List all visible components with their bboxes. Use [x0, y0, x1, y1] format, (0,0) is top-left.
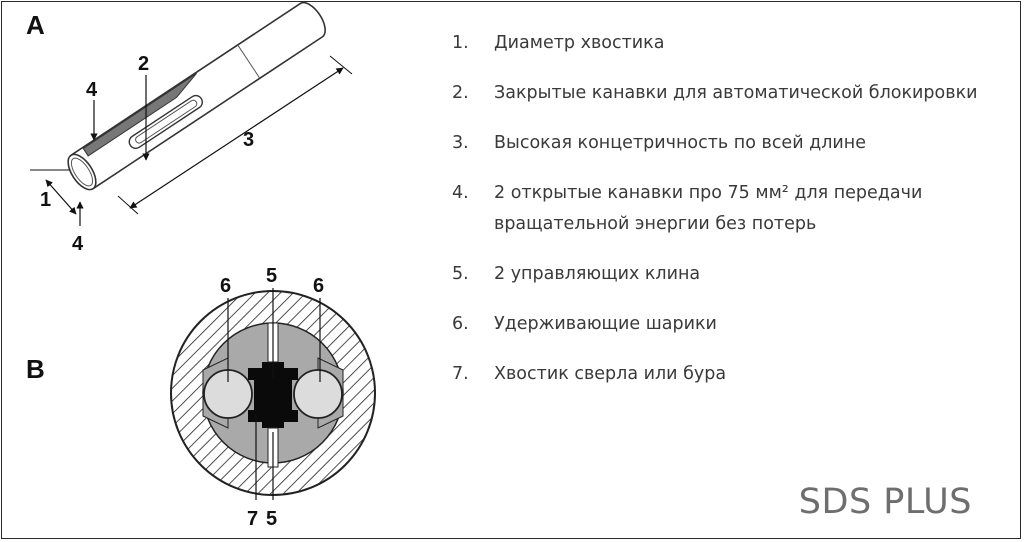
legend-item: [452, 178, 1012, 240]
callout-5-top: 5: [266, 265, 278, 287]
panel-a: [26, 0, 352, 255]
legend-list: [452, 28, 1012, 390]
brand-label: SDS PLUS: [798, 482, 972, 522]
legend-text: 2 управляющих клина: [494, 264, 701, 284]
legend-number: 4.: [452, 183, 469, 203]
legend-number: 6.: [452, 314, 469, 334]
ball-right: [294, 370, 342, 418]
legend-item: [452, 359, 1012, 390]
legend-number: 2.: [452, 83, 469, 103]
panel-b-label: B: [26, 354, 45, 384]
callout-5-bottom: 5: [266, 508, 278, 530]
legend-text: Высокая концетричность по всей длине: [494, 133, 867, 153]
legend-number: 5.: [452, 264, 469, 284]
legend-text: 2 открытые канавки про 75 мм² для передачи вращательной энергии без потерь: [494, 183, 923, 234]
legend-text: Диаметр хвостика: [494, 33, 665, 53]
legend-item: [452, 309, 1012, 340]
callout-3: 3: [243, 129, 255, 151]
callout-7: 7: [247, 508, 259, 530]
callout-2: 2: [138, 53, 150, 75]
callout-6-right: 6: [313, 275, 325, 297]
legend-item: [452, 28, 1012, 59]
callout-6-left: 6: [220, 275, 232, 297]
callout-1: 1: [40, 189, 52, 211]
legend-number: 7.: [452, 364, 469, 384]
legend-number: 3.: [452, 133, 469, 153]
panel-a-label: A: [26, 10, 45, 40]
legend-item: [452, 259, 1012, 290]
legend-text: Закрытые канавки для автоматической блокировки: [494, 83, 978, 103]
sds-plus-diagram: [0, 0, 440, 542]
legend-text: Удерживающие шарики: [494, 314, 717, 334]
shank-drawing: [63, 0, 331, 194]
legend-item: [452, 128, 1012, 159]
panel-b: [26, 265, 375, 530]
legend-item: [452, 78, 1012, 109]
callout-4-bottom: 4: [72, 233, 84, 255]
legend-text: Хвостик сверла или бура: [494, 364, 727, 384]
callout-4-top: 4: [86, 79, 98, 101]
legend-number: 1.: [452, 33, 469, 53]
